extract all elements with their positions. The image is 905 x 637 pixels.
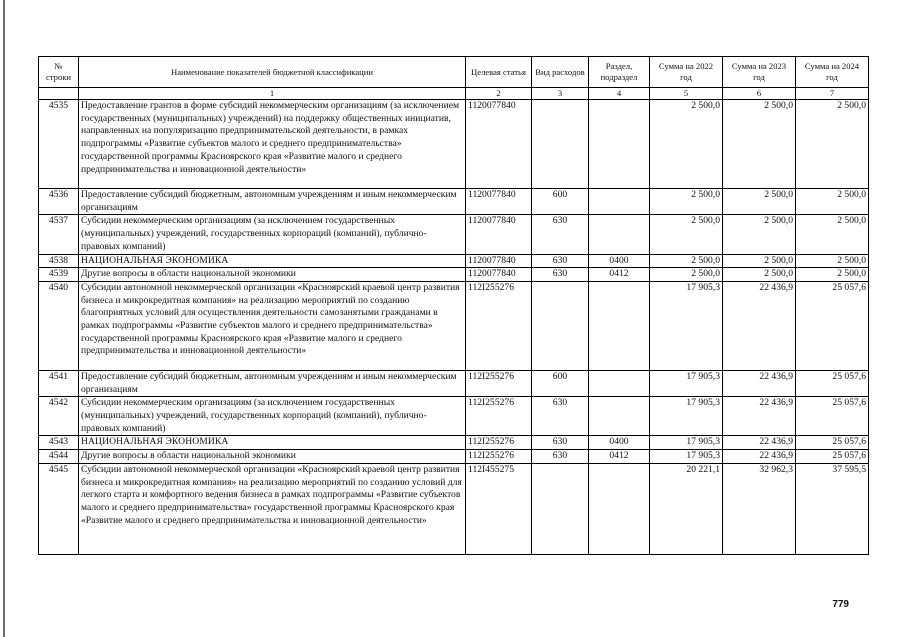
header-target-article: Целевая статья [466,57,532,88]
section-code: 0400 [589,254,650,268]
sum-2023: 2 500,0 [723,189,796,215]
table-row [39,463,869,554]
target-article: 112I255276 [466,436,532,450]
expense-type: 630 [532,450,589,464]
sum-2023: 2 500,0 [723,268,796,282]
indicator-name: Субсидии некоммерческим организациям (за исключением государственных (муниципальных) учреждений, государственных корпораций (компаний), публично-правовых компаний) [79,215,466,254]
sum-2022: 2 500,0 [650,268,723,282]
section-code: 0400 [589,436,650,450]
table-row [39,370,869,396]
sum-2024: 2 500,0 [796,254,869,268]
row-number: 4544 [39,450,79,464]
target-article: 1120077840 [466,254,532,268]
column-number: 6 [723,88,796,100]
table-row [39,215,869,254]
sum-2022: 17 905,3 [650,370,723,396]
column-number [39,88,79,100]
sum-2023: 22 436,9 [723,397,796,436]
sum-2024: 25 057,6 [796,281,869,370]
sum-2024: 2 500,0 [796,189,869,215]
expense-type: 630 [532,436,589,450]
expense-type [532,100,589,189]
column-number: 1 [79,88,466,100]
sum-2022: 20 221,1 [650,463,723,554]
indicator-name: Субсидии автономной некоммерческой организации «Красноярский краевой центр развития бизнеса и микрокредитная компания» на реализацию мероприятий по созданию условий для легкого старта и комфортного ведения бизнеса в рамках подпрограммы «Развитие субъектов малого и среднего предпринимательства» государственной программы Красноярского края «Развитие малого и среднего предпринимательства и инновационной деятельности» [79,463,466,554]
sum-2024: 25 057,6 [796,370,869,396]
sum-2023: 2 500,0 [723,100,796,189]
page-number: 779 [832,599,849,610]
indicator-name: Предоставление субсидий бюджетным, автономным учреждениям и иным некоммерческим организациям [79,370,466,396]
sum-2022: 2 500,0 [650,100,723,189]
sum-2023: 22 436,9 [723,450,796,464]
target-article: 1120077840 [466,268,532,282]
row-number: 4542 [39,397,79,436]
row-number: 4537 [39,215,79,254]
sum-2022: 17 905,3 [650,397,723,436]
target-article: 112I255276 [466,281,532,370]
header-expense-type: Вид расходов [532,57,589,88]
section-code [589,370,650,396]
column-number: 7 [796,88,869,100]
table-header-row [39,57,869,88]
expense-type [532,281,589,370]
section-code [589,281,650,370]
header-sum-2024: Сумма на 2024 год [796,57,869,88]
column-number: 3 [532,88,589,100]
indicator-name: Предоставление субсидий бюджетным, автономным учреждениям и иным некоммерческим организациям [79,189,466,215]
table-row [39,100,869,189]
section-code: 0412 [589,450,650,464]
sum-2023: 22 436,9 [723,436,796,450]
row-number: 4538 [39,254,79,268]
target-article: 112I255276 [466,450,532,464]
target-article: 1120077840 [466,215,532,254]
indicator-name: НАЦИОНАЛЬНАЯ ЭКОНОМИКА [79,254,466,268]
sum-2023: 32 962,3 [723,463,796,554]
section-code: 0412 [589,268,650,282]
section-code [589,397,650,436]
indicator-name: Субсидии некоммерческим организациям (за исключением государственных (муниципальных) учреждений, государственных корпораций (компаний), публично-правовых компаний) [79,397,466,436]
sum-2023: 22 436,9 [723,370,796,396]
page-scan-edge [3,0,5,637]
sum-2023: 2 500,0 [723,215,796,254]
row-number: 4543 [39,436,79,450]
section-code [589,463,650,554]
column-number-row [39,88,869,100]
section-code [589,215,650,254]
expense-type: 630 [532,215,589,254]
row-number: 4535 [39,100,79,189]
sum-2022: 17 905,3 [650,281,723,370]
header-sum-2022: Сумма на 2022 год [650,57,723,88]
indicator-name: Субсидии автономной некоммерческой организации «Красноярский краевой центр развития бизнеса и микрокредитная компания» на реализацию мероприятий по созданию благоприятных условий для осуществления деятельности самозанятыми гражданами в рамках подпрограммы «Развитие субъектов малого и среднего предпринимательства» государственной программы Красноярского края «Развитие малого и среднего предпринимательства и инновационной деятельности» [79,281,466,370]
table-row [39,268,869,282]
row-number: 4536 [39,189,79,215]
row-number: 4539 [39,268,79,282]
budget-classification-table [38,56,869,555]
sum-2023: 22 436,9 [723,281,796,370]
table-row [39,281,869,370]
table-row [39,397,869,436]
target-article: 1120077840 [466,100,532,189]
column-number: 4 [589,88,650,100]
sum-2024: 25 057,6 [796,450,869,464]
header-section: Раздел, подраздел [589,57,650,88]
sum-2022: 17 905,3 [650,450,723,464]
sum-2024: 25 057,6 [796,397,869,436]
header-sum-2023: Сумма на 2023 год [723,57,796,88]
expense-type: 630 [532,268,589,282]
indicator-name: Предоставление грантов в форме субсидий некоммерческим организациям (за исключением государственных (муниципальных) учреждений) на поддержку общественных инициатив, направленных на популяризацию предпринимательской деятельности, в рамках подпрограммы «Развитие субъектов малого и среднего предпринимательства» государственной программы Красноярского края «Развитие малого и среднего предпринимательства и инновационной деятельности» [79,100,466,189]
expense-type: 630 [532,397,589,436]
section-code [589,189,650,215]
target-article: 1120077840 [466,189,532,215]
target-article: 112I255276 [466,370,532,396]
section-code [589,100,650,189]
column-number: 2 [466,88,532,100]
sum-2022: 17 905,3 [650,436,723,450]
expense-type: 600 [532,370,589,396]
row-number: 4545 [39,463,79,554]
sum-2023: 2 500,0 [723,254,796,268]
header-row-number: № строки [39,57,79,88]
table-row [39,450,869,464]
expense-type [532,463,589,554]
indicator-name: Другие вопросы в области национальной экономики [79,450,466,464]
expense-type: 630 [532,254,589,268]
sum-2024: 2 500,0 [796,100,869,189]
table-row [39,254,869,268]
row-number: 4541 [39,370,79,396]
column-number: 5 [650,88,723,100]
sum-2022: 2 500,0 [650,189,723,215]
sum-2024: 37 595,5 [796,463,869,554]
indicator-name: Другие вопросы в области национальной экономики [79,268,466,282]
table-row [39,189,869,215]
sum-2024: 2 500,0 [796,215,869,254]
target-article: 112I255276 [466,397,532,436]
target-article: 112I455275 [466,463,532,554]
sum-2024: 2 500,0 [796,268,869,282]
sum-2022: 2 500,0 [650,215,723,254]
table-row [39,436,869,450]
indicator-name: НАЦИОНАЛЬНАЯ ЭКОНОМИКА [79,436,466,450]
header-indicator-name: Наименование показателей бюджетной классификации [79,57,466,88]
sum-2022: 2 500,0 [650,254,723,268]
sum-2024: 25 057,6 [796,436,869,450]
row-number: 4540 [39,281,79,370]
expense-type: 600 [532,189,589,215]
